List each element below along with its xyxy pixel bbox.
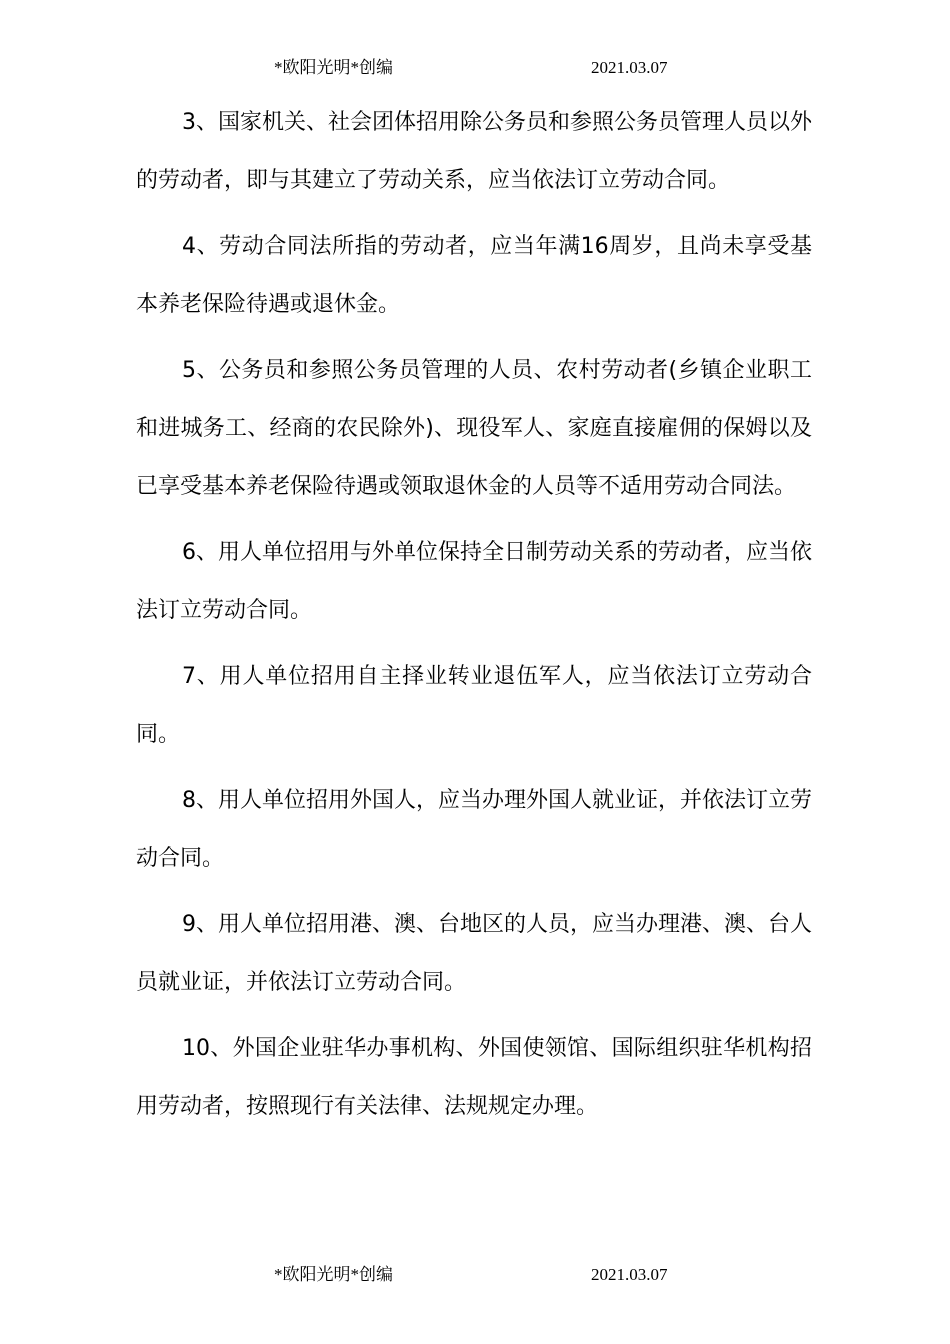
page-header — [0, 56, 950, 80]
footer-date: 2021.03.07 — [591, 1265, 668, 1284]
paragraph-4: 4、劳动合同法所指的劳动者，应当年满16周岁，且尚未享受基本养老保险待遇或退休金。 — [136, 234, 812, 317]
paragraph-5: 5、公务员和参照公务员管理的人员、农村劳动者(乡镇企业职工和进城务工、经商的农民除外)、现役军人、家庭直接雇佣的保姆以及已享受基本养老保险待遇或领取退休金的人员等不适用劳动合同法。 — [136, 358, 812, 499]
paragraph-3: 3、国家机关、社会团体招用除公务员和参照公务员管理人员以外的劳动者，即与其建立了劳动关系，应当依法订立劳动合同。 — [136, 110, 812, 193]
header-author: *欧阳光明*创编 — [274, 58, 393, 77]
paragraph-10: 10、外国企业驻华办事机构、外国使领馆、国际组织驻华机构招用劳动者，按照现行有关法律、法规规定办理。 — [136, 1036, 812, 1119]
header-date: 2021.03.07 — [591, 58, 668, 77]
paragraph-9: 9、用人单位招用港、澳、台地区的人员，应当办理港、澳、台人员就业证，并依法订立劳动合同。 — [136, 912, 812, 995]
page-footer — [0, 1263, 950, 1287]
paragraph-7: 7、用人单位招用自主择业转业退伍军人，应当依法订立劳动合同。 — [136, 664, 812, 747]
paragraph-8: 8、用人单位招用外国人，应当办理外国人就业证，并依法订立劳动合同。 — [136, 788, 812, 871]
footer-author: *欧阳光明*创编 — [274, 1265, 393, 1284]
document-body — [136, 94, 812, 1144]
paragraph-6: 6、用人单位招用与外单位保持全日制劳动关系的劳动者，应当依法订立劳动合同。 — [136, 540, 812, 623]
